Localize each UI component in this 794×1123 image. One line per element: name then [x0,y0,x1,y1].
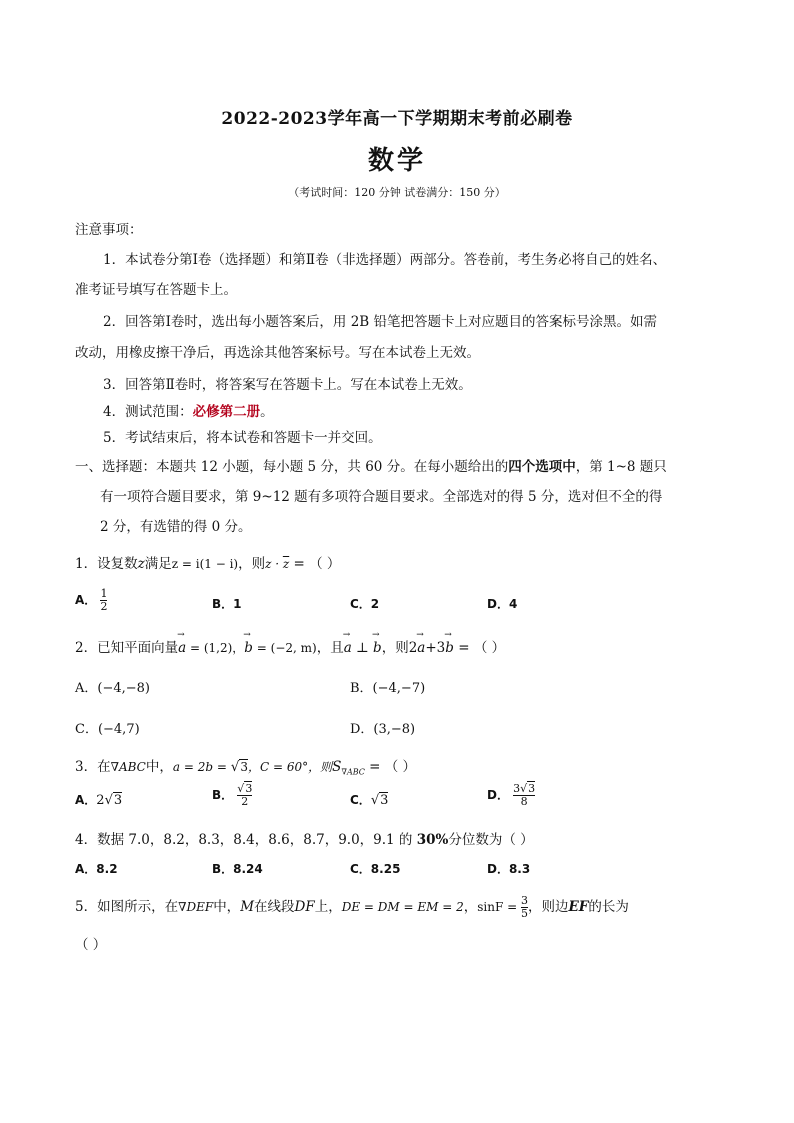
q1-d-label: D．4 [487,597,518,611]
section-1-end: ，第 1~8 题只 [575,459,667,475]
q1-a-label: A． [75,593,97,608]
vector-a: → a [178,640,186,656]
q2-b-value: = (−2, m) [252,641,317,655]
q2-b-text: B．(−4,−7) [350,681,426,696]
q3-a-root: 3 [113,793,123,808]
q2-prefix: 2．已知平面向量 [75,640,179,656]
q3-b-fraction: $\frac{√3}{2}$ [237,782,253,809]
q2-perp: ⊥ [351,640,374,656]
q3-a-coef: 2 [96,793,105,808]
q1-then: ，则 [238,556,266,572]
q5-prefix: 5．如图所示，在 [75,899,179,916]
q5-p4: ， [463,899,478,916]
q3-a-label: A． [75,793,97,807]
vector-a: → a [344,640,352,656]
q2-option-a[interactable] [75,677,150,696]
notice-1-line-2: 准考证号填写在答题卡上。 [75,282,237,298]
q1-prefix: 1．设复数 [75,556,138,572]
q1-a-num: 1 [100,587,108,600]
q5-answer-blank: （ ） [75,937,107,953]
q2-option-d[interactable] [350,718,415,737]
q2-eq: = （ ） [453,640,506,656]
q2-a-text: A．(−4,−8) [75,681,150,696]
q3-prefix: 3．在 [75,759,111,775]
q5-p2: 在线段 [254,899,295,916]
q5-edge-ef: EF [568,899,589,916]
q5-fraction [521,895,528,920]
test-scope: 必修第二册 [192,404,261,420]
q2-coef-3: +3 [425,640,446,656]
q4-option-d[interactable] [487,860,530,877]
question-3: 3．在∇ABC中，a = 2b = √3，C = 60°，则$S_{\nabla ABC}$ = （ ） [75,759,417,777]
q3-d-label: D． [487,788,509,803]
q5-p6: 的长为 [588,899,629,916]
q3-option-d[interactable] [487,783,535,808]
section-1-line-1 [75,455,667,475]
q5-p3: 上， [314,899,342,916]
q5-point-m: M [240,899,255,916]
q1-a-den: 2 [100,600,108,614]
question-5 [75,895,629,920]
section-1-heading: 一、选择题： [75,459,156,475]
notice-4 [103,400,274,420]
vector-b: → b [244,640,253,656]
q5-equalities: DE = DM = EM = 2 [341,900,464,915]
q4-option-b[interactable] [212,860,263,877]
q1-var: z [137,556,145,572]
q1-ask: z · [265,557,283,571]
q5-p5: ，则边 [527,899,569,916]
q3-d-coef: 3 [513,782,521,795]
q3-option-b[interactable] [212,783,252,808]
q1-eq: = （ ） [289,556,341,572]
q4-text: 4．数据 7.0，8.2，8.3，8.4，8.6，8.7，9.0，9.1 的 [75,832,417,848]
q1-b-label: B．1 [212,597,242,611]
notice-3: 3．回答第Ⅱ卷时，将答案写在答题卡上。写在本试卷上无效。 [103,377,472,393]
q3-option-c[interactable]: C．√3 [350,793,389,808]
q2-then: ，则 [381,640,409,656]
q4-a-label: A．8.2 [75,862,118,876]
q5-sin: sinF = [477,900,521,915]
q3-option-a[interactable]: A．2√3 [75,793,123,808]
q3-d-fraction: $\frac{3√3}{8}$ [513,782,536,809]
q3-given-1: a = 2b = [172,760,231,774]
q4-b-label: B．8.24 [212,862,263,876]
q2-cond: ，且 [316,640,344,656]
q3-mid: 中， [145,759,173,775]
q5-triangle: ∇DEF [178,900,214,915]
q3-b-label: B． [212,788,234,803]
vector-a: → a [417,640,425,656]
page-title: 2022-2023学年高一下学期期末考前必刷卷 [221,109,573,129]
q1-option-c[interactable] [350,595,379,612]
q3-eq: = （ ） [364,759,417,775]
q4-text-2: 分位数为（ ） [448,832,534,848]
q2-d-text: D．(3,−8) [350,722,416,737]
question-2 [75,636,505,656]
notice-4-suffix: 。 [260,404,274,420]
q5-p1: 中， [213,899,241,916]
section-1-intro: 本题共 12 小题，每小题 5 分，共 60 分。在每小题给出的 [156,459,509,475]
notice-4-prefix: 4．测试范围： [103,404,193,420]
q1-a-fraction [100,588,107,613]
q4-option-a[interactable] [75,860,118,877]
q1-expr: z = i(1 − i) [171,557,239,571]
q2-c-text: C．(−4,7) [75,722,140,737]
section-1-line-2: 有一项符合题目要求，第 9~12 题有多项符合题目要求。全部选对的得 5 分，选对但不全的得 [100,489,663,505]
q3-b-den: 2 [241,795,249,809]
question-1 [75,552,340,572]
q3-b-num: 3 [245,782,253,795]
q4-percent: 30% [416,832,449,848]
q1-option-d[interactable] [487,595,517,612]
question-4 [75,828,534,848]
notice-5: 5．考试结束后，将本试卷和答题卡一并交回。 [103,430,382,446]
notice-heading: 注意事项： [75,222,143,238]
section-1-bold: 四个选项中 [508,459,576,475]
q4-d-label: D．8.3 [487,862,531,876]
q2-option-c[interactable] [75,718,140,737]
subject-title: 数学 [367,146,426,176]
q1-c-label: C．2 [350,597,380,611]
q4-c-label: C．8.25 [350,862,401,876]
q3-triangle: ∇ABC [110,760,146,774]
q2-a-value: = (1,2)， [186,641,245,655]
q3-root: 3 [240,760,248,774]
q4-option-c[interactable] [350,860,400,877]
q3-c-label: C． [350,793,371,807]
q2-option-b[interactable] [350,677,425,696]
q5-den: 5 [520,907,528,921]
exam-info: （考试时间：120 分钟 试卷满分：150 分） [288,186,506,199]
q3-d-root: 3 [528,782,536,795]
q3-given-2: ，C = 60°，则 [247,760,333,774]
section-1-line-3: 2 分，有选错的得 0 分。 [100,519,252,535]
q5-num: 3 [520,894,528,907]
q1-mid: 满足 [144,556,172,572]
q3-d-den: 8 [520,795,528,809]
q3-area-s: S [332,759,342,775]
vector-b: → b [445,640,454,656]
notice-2-line-2: 改动，用橡皮擦干净后，再选涂其他答案标号。写在本试卷上无效。 [75,345,480,361]
q2-coef-2: 2 [408,640,418,656]
q3-c-root: 3 [380,793,389,808]
notice-1-line-1: 1．本试卷分第Ⅰ卷（选择题）和第Ⅱ卷（非选择题）两部分。答卷前，考生务必将自己的姓名、 [103,252,667,268]
q1-option-a[interactable] [75,588,107,613]
q3-area-sub: ∇ABC [341,767,365,777]
q1-zbar: $\overline{z}$ [282,557,290,571]
vector-b: → b [373,640,382,656]
notice-2-line-1: 2．回答第Ⅰ卷时，选出每小题答案后，用 2B 铅笔把答题卡上对应题目的答案标号涂黑。如需 [103,314,658,330]
q1-option-b[interactable] [212,595,242,612]
q5-segment-df: DF [294,899,315,916]
